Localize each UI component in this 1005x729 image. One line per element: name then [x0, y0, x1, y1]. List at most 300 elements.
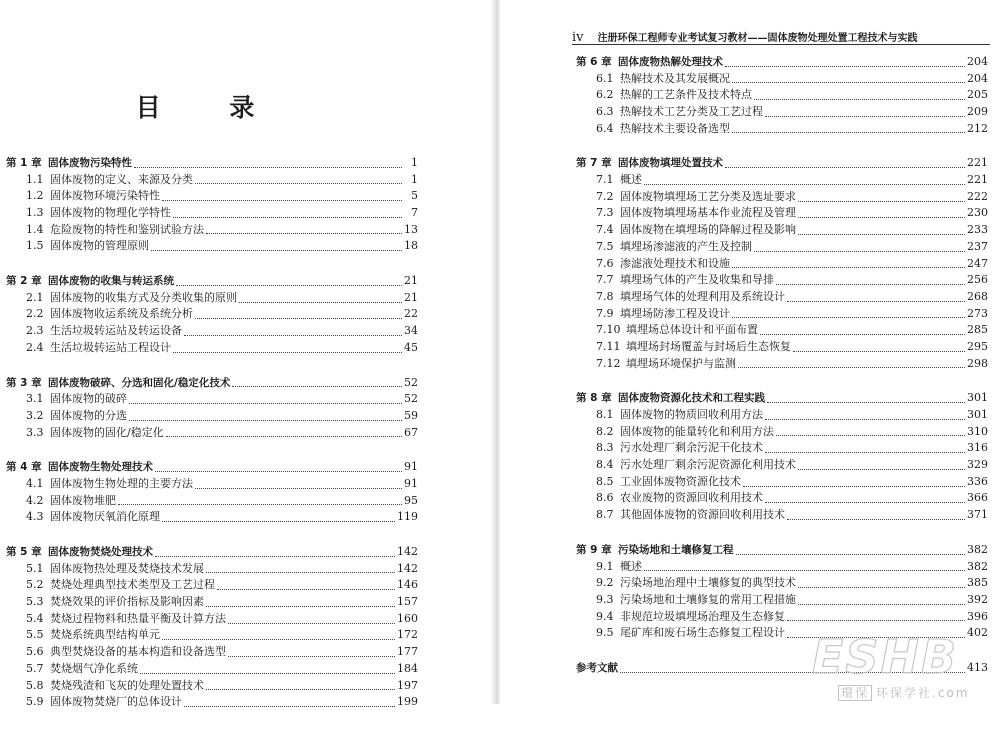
entry-page: 233 [967, 223, 988, 237]
entry-page: 13 [404, 222, 418, 236]
entry-title: 固体废物热处理及焚烧技术发展 [50, 561, 204, 575]
entry-number: 1.3 [26, 206, 44, 220]
entry-number: 9.4 [596, 609, 614, 623]
section-entry[interactable] [6, 493, 418, 510]
section-entry[interactable] [6, 611, 418, 628]
entry-number: 2.1 [26, 290, 44, 304]
chapter-entry[interactable] [6, 155, 418, 172]
entry-title: 固体废物的收集方式及分类收集的原则 [50, 290, 237, 304]
entry-page: 301 [967, 391, 988, 405]
watermark-letters: ESHB [812, 630, 959, 684]
dot-leader [736, 554, 966, 555]
dot-leader [140, 673, 395, 674]
dot-leader [206, 233, 402, 234]
entry-number: 2.3 [26, 324, 44, 338]
entry-title: 固体废物填埋场基本作业流程及管理 [620, 206, 796, 220]
entry-title: 污染场地和土壤修复工程 [618, 543, 734, 556]
section-entry[interactable] [576, 104, 988, 121]
chapter-block [6, 155, 418, 255]
entry-number: 第 9 章 [576, 543, 612, 556]
section-entry[interactable] [576, 206, 988, 223]
section-entry[interactable] [6, 290, 418, 307]
entry-number: 第 3 章 [6, 376, 42, 389]
chapter-block [6, 273, 418, 356]
section-entry[interactable] [576, 457, 988, 474]
entry-number: 1.2 [26, 189, 44, 203]
dot-leader [776, 284, 965, 285]
entry-title: 固体废物污染特性 [48, 156, 132, 169]
section-entry[interactable] [576, 289, 988, 306]
entry-title: 焚烧烟气净化系统 [50, 661, 138, 675]
entry-page: 396 [967, 609, 988, 623]
entry-number: 5.9 [26, 695, 44, 709]
entry-page: 142 [397, 545, 418, 559]
entry-page: 336 [967, 474, 988, 488]
entry-page: 247 [967, 256, 988, 270]
entry-number: 3.1 [26, 392, 44, 406]
section-entry[interactable] [6, 307, 418, 324]
entry-title: 焚烧处理典型技术类型及工艺过程 [50, 578, 215, 592]
section-entry[interactable] [576, 322, 988, 339]
toc-title: 目 录 [135, 93, 285, 122]
dot-leader [787, 301, 965, 302]
entry-number: 2.4 [26, 340, 44, 354]
entry-title: 固体废物破碎、分选和固化/稳定化技术 [48, 376, 231, 389]
entry-page: 221 [967, 173, 988, 187]
entry-title: 焚烧效果的评价指标及影响因素 [50, 595, 204, 609]
dot-leader [754, 251, 965, 252]
entry-page: 329 [967, 458, 988, 472]
entry-title: 污水处理厂剩余污泥干化技术 [620, 441, 763, 455]
section-entry[interactable] [576, 440, 988, 457]
entry-number: 7.1 [596, 173, 614, 187]
dot-leader [134, 167, 402, 168]
dot-leader [195, 318, 402, 319]
entry-title: 工业固体废物资源化技术 [620, 474, 741, 488]
section-entry[interactable] [576, 592, 988, 609]
dot-leader [760, 334, 965, 335]
entry-page: 91 [404, 476, 418, 490]
section-entry[interactable] [6, 391, 418, 408]
entry-title: 固体废物的能量转化和利用方法 [620, 424, 774, 438]
section-entry[interactable] [6, 644, 418, 661]
entry-page: 222 [967, 189, 988, 203]
entry-number: 7.4 [596, 223, 614, 237]
entry-number: 6.4 [596, 121, 614, 135]
entry-title: 其他固体废物的资源回收利用技术 [620, 508, 785, 522]
dot-leader [798, 217, 965, 218]
section-entry[interactable] [576, 121, 988, 138]
entry-title: 固体废物环境污染特性 [50, 189, 160, 203]
entry-title: 危险废物的特性和鉴别试验方法 [50, 222, 204, 236]
references-title: 参考文献 [576, 661, 618, 674]
entry-title: 概述 [620, 559, 642, 573]
entry-number: 2.2 [26, 307, 44, 321]
entry-number: 6.3 [596, 105, 614, 119]
entry-page: 172 [397, 628, 418, 642]
entry-number: 4.3 [26, 510, 44, 524]
section-entry[interactable] [6, 425, 418, 442]
entry-number: 第 8 章 [576, 392, 612, 405]
entry-number: 第 4 章 [6, 461, 42, 474]
dot-leader [732, 267, 965, 268]
entry-page: 298 [967, 356, 988, 370]
dot-leader [776, 435, 965, 436]
entry-title: 概述 [620, 173, 642, 187]
entry-page: 273 [967, 306, 988, 320]
section-entry[interactable] [576, 491, 988, 508]
entry-page: 160 [397, 611, 418, 625]
section-entry[interactable] [6, 188, 418, 205]
dot-leader [166, 436, 402, 437]
entry-page: 392 [967, 592, 988, 606]
chapter-block [576, 54, 988, 137]
entry-number: 5.1 [26, 561, 44, 575]
entry-title: 固体废物堆肥 [50, 493, 116, 507]
entry-number: 8.3 [596, 441, 614, 455]
entry-number: 8.2 [596, 424, 614, 438]
section-entry[interactable] [6, 678, 418, 695]
dot-leader [725, 66, 965, 67]
section-entry[interactable] [6, 238, 418, 255]
dot-leader [184, 706, 395, 707]
entry-title: 非规范垃圾填埋场治理及生态修复 [620, 609, 785, 623]
entry-page: 184 [397, 661, 418, 675]
entry-page: 22 [404, 307, 418, 321]
entry-title: 农业废物的资源回收利用技术 [620, 491, 763, 505]
chapter-entry[interactable] [6, 273, 418, 290]
dot-leader [162, 200, 402, 201]
dot-leader [644, 184, 965, 185]
references-page: 413 [967, 660, 988, 674]
section-entry[interactable] [576, 222, 988, 239]
dot-leader [787, 620, 965, 621]
entry-page: 285 [967, 323, 988, 337]
entry-number: 8.5 [596, 474, 614, 488]
entry-title: 固体废物热解处理技术 [618, 55, 723, 68]
dot-leader [765, 419, 965, 420]
entry-number: 7.12 [596, 356, 621, 370]
entry-title: 焚烧过程物料和热量平衡及计算方法 [50, 611, 226, 625]
entry-title: 污染场地和土壤修复的常用工程措施 [620, 592, 796, 606]
entry-title: 热解技术及其发展概况 [620, 71, 730, 85]
entry-title: 固体废物的固化/稳定化 [50, 425, 164, 439]
entry-title: 热解技术工艺分类及工艺过程 [620, 105, 763, 119]
chapter-entry[interactable] [576, 542, 988, 559]
section-entry[interactable] [576, 575, 988, 592]
right-page [500, 0, 1005, 704]
entry-page: 157 [397, 595, 418, 609]
dot-leader [206, 689, 395, 690]
left-chapter-list [6, 155, 418, 729]
section-entry[interactable] [576, 306, 988, 323]
entry-page: 230 [967, 206, 988, 220]
watermark-tag: 環保 [838, 685, 872, 701]
section-entry[interactable] [6, 661, 418, 678]
entry-number: 7.9 [596, 306, 614, 320]
dot-leader [787, 519, 965, 520]
section-entry[interactable] [576, 239, 988, 256]
entry-number: 7.3 [596, 206, 614, 220]
right-chapter-list [576, 54, 988, 677]
entry-title: 填埋场气体的处理利用及系统设计 [620, 289, 785, 303]
dot-leader [239, 302, 402, 303]
section-entry[interactable] [576, 87, 988, 104]
entry-title: 固体废物的分选 [50, 408, 127, 422]
entry-page: 221 [967, 156, 988, 170]
left-page [0, 0, 492, 709]
entry-page: 366 [967, 491, 988, 505]
watermark-site-text: 环保学社.com [876, 686, 970, 700]
section-entry[interactable] [576, 609, 988, 626]
entry-number: 6.1 [596, 71, 614, 85]
section-entry[interactable] [6, 577, 418, 594]
dot-leader [184, 335, 402, 336]
chapter-entry[interactable] [6, 375, 418, 392]
entry-page: 34 [404, 324, 418, 338]
section-entry[interactable] [6, 628, 418, 645]
section-entry[interactable] [576, 356, 988, 373]
entry-page: 268 [967, 289, 988, 303]
dot-leader [732, 132, 965, 133]
chapter-block [6, 375, 418, 442]
entry-number: 5.3 [26, 595, 44, 609]
entry-title: 固体废物的管理原则 [50, 239, 149, 253]
dot-leader [195, 488, 402, 489]
entry-page: 5 [411, 189, 418, 203]
entry-page: 237 [967, 239, 988, 253]
section-entry[interactable] [576, 272, 988, 289]
entry-page: 21 [404, 290, 418, 304]
dot-leader [765, 116, 965, 117]
dot-leader [228, 623, 395, 624]
entry-number: 9.2 [596, 576, 614, 590]
section-entry[interactable] [6, 323, 418, 340]
section-entry[interactable] [576, 172, 988, 189]
section-entry[interactable] [6, 476, 418, 493]
entry-title: 固体废物在填埋场的降解过程及影响 [620, 223, 796, 237]
chapter-entry[interactable] [576, 54, 988, 71]
entry-page: 204 [967, 54, 988, 68]
entry-page: 197 [397, 678, 418, 692]
section-entry[interactable] [6, 172, 418, 189]
section-entry[interactable] [6, 594, 418, 611]
entry-number: 第 6 章 [576, 55, 612, 68]
entry-number: 5.2 [26, 578, 44, 592]
entry-title: 填埋场气体的产生及收集和导排 [620, 273, 774, 287]
dot-leader [738, 367, 965, 368]
entry-title: 热解的工艺条件及技术特点 [620, 88, 752, 102]
entry-number: 8.1 [596, 408, 614, 422]
dot-leader [129, 420, 402, 421]
dot-leader [765, 502, 965, 503]
entry-page: 256 [967, 273, 988, 287]
entry-page: 402 [967, 626, 988, 640]
dot-leader [162, 639, 395, 640]
entry-title: 固体废物的定义、来源及分类 [50, 172, 193, 186]
section-entry[interactable] [576, 507, 988, 524]
entry-title: 污染场地治理中土壤修复的典型技术 [620, 576, 796, 590]
chapter-block [576, 155, 988, 372]
entry-page: 295 [967, 339, 988, 353]
dot-leader [176, 285, 402, 286]
page-number-roman: iv [572, 30, 584, 45]
entry-page: 52 [404, 392, 418, 406]
section-entry[interactable] [576, 559, 988, 576]
entry-number: 第 1 章 [6, 156, 42, 169]
entry-number: 5.8 [26, 678, 44, 692]
entry-page: 91 [404, 460, 418, 474]
entry-number: 7.5 [596, 239, 614, 253]
entry-number: 1.4 [26, 222, 44, 236]
dot-leader [793, 351, 965, 352]
section-entry[interactable] [6, 561, 418, 578]
entry-number: 5.5 [26, 628, 44, 642]
section-entry[interactable] [576, 407, 988, 424]
entry-page: 59 [404, 408, 418, 422]
entry-number: 5.6 [26, 645, 44, 659]
entry-page: 371 [967, 508, 988, 522]
entry-title: 典型焚烧设备的基本构造和设备选型 [50, 645, 226, 659]
chapter-block [576, 390, 988, 524]
entry-number: 9.5 [596, 626, 614, 640]
entry-number: 4.1 [26, 476, 44, 490]
entry-page: 52 [404, 375, 418, 389]
entry-number: 4.2 [26, 493, 44, 507]
section-entry[interactable] [6, 408, 418, 425]
entry-title: 固体废物的物质回收利用方法 [620, 408, 763, 422]
section-entry[interactable] [6, 340, 418, 357]
section-entry[interactable] [576, 71, 988, 88]
entry-page: 301 [967, 408, 988, 422]
chapter-entry[interactable] [6, 544, 418, 561]
entry-page: 385 [967, 576, 988, 590]
entry-number: 第 2 章 [6, 275, 42, 288]
entry-title: 焚烧残渣和飞灰的处理处置技术 [50, 678, 204, 692]
dot-leader [798, 234, 965, 235]
entry-page: 67 [404, 425, 418, 439]
entry-number: 5.7 [26, 661, 44, 675]
entry-page: 1 [411, 172, 418, 186]
entry-page: 205 [967, 88, 988, 102]
dot-leader [743, 486, 965, 487]
entry-page: 199 [397, 695, 418, 709]
dot-leader [129, 403, 402, 404]
entry-title: 固体废物生物处理技术 [48, 461, 153, 474]
section-entry[interactable] [6, 694, 418, 711]
entry-page: 382 [967, 542, 988, 556]
chapter-entry[interactable] [6, 459, 418, 476]
dot-leader [754, 99, 965, 100]
entry-number: 1.1 [26, 172, 44, 186]
dot-leader [798, 469, 965, 470]
entry-page: 7 [411, 206, 418, 220]
entry-number: 7.8 [596, 289, 614, 303]
dot-leader [173, 352, 402, 353]
section-entry[interactable] [6, 509, 418, 526]
dot-leader [765, 452, 965, 453]
entry-title: 填埋场渗滤液的产生及控制 [620, 239, 752, 253]
entry-page: 142 [397, 561, 418, 575]
chapter-entry[interactable] [576, 390, 988, 407]
running-header-text: 注册环保工程师专业考试复习教材——固体废物处理处置工程技术与实践 [597, 33, 918, 44]
entry-number: 9.3 [596, 592, 614, 606]
entry-page: 21 [404, 274, 418, 288]
dot-leader [206, 572, 395, 573]
dot-leader [732, 82, 965, 83]
dot-leader [151, 250, 402, 251]
entry-title: 热解技术主要设备选型 [620, 121, 730, 135]
entry-title: 固体废物填埋处置技术 [618, 157, 723, 170]
watermark-logo [812, 630, 1002, 702]
entry-page: 146 [397, 578, 418, 592]
dot-leader [228, 656, 395, 657]
dot-leader [118, 504, 402, 505]
section-entry[interactable] [6, 222, 418, 239]
dot-leader [798, 604, 965, 605]
section-entry[interactable] [6, 205, 418, 222]
watermark-site [838, 684, 969, 701]
dot-leader [798, 587, 965, 588]
entry-page: 209 [967, 105, 988, 119]
section-entry[interactable] [576, 256, 988, 273]
dot-leader [195, 183, 402, 184]
entry-number: 5.4 [26, 611, 44, 625]
chapter-entry[interactable] [576, 155, 988, 172]
dot-leader [217, 589, 395, 590]
entry-number: 7.2 [596, 189, 614, 203]
dot-leader [162, 521, 395, 522]
entry-number: 6.2 [596, 88, 614, 102]
section-entry[interactable] [576, 339, 988, 356]
entry-number: 7.11 [596, 339, 621, 353]
entry-number: 3.2 [26, 408, 44, 422]
section-entry[interactable] [576, 424, 988, 441]
section-entry[interactable] [576, 474, 988, 491]
entry-title: 固体废物厌氧消化原理 [50, 510, 160, 524]
dot-leader [232, 386, 402, 387]
entry-number: 1.5 [26, 239, 44, 253]
entry-number: 7.6 [596, 256, 614, 270]
section-entry[interactable] [576, 189, 988, 206]
entry-page: 212 [967, 121, 988, 135]
entry-page: 119 [397, 510, 418, 524]
chapter-block [6, 459, 418, 526]
entry-page: 204 [967, 71, 988, 85]
entry-number: 8.6 [596, 491, 614, 505]
dot-leader [155, 556, 395, 557]
entry-title: 固体废物填埋场工艺分类及选址要求 [620, 189, 796, 203]
entry-page: 310 [967, 424, 988, 438]
entry-title: 固体废物的破碎 [50, 392, 127, 406]
dot-leader [732, 317, 965, 318]
entry-page: 45 [404, 340, 418, 354]
entry-number: 7.7 [596, 273, 614, 287]
entry-number: 8.7 [596, 508, 614, 522]
entry-page: 1 [411, 155, 418, 169]
dot-leader [725, 167, 965, 168]
entry-title: 生活垃圾转运站及转运设备 [50, 324, 182, 338]
entry-number: 第 7 章 [576, 157, 612, 170]
entry-number: 9.1 [596, 559, 614, 573]
entry-title: 填埋场封场覆盖与封场后生态恢复 [626, 339, 791, 353]
dot-leader [206, 606, 395, 607]
entry-title: 渗滤液处理技术和设施 [620, 256, 730, 270]
entry-page: 18 [404, 239, 418, 253]
entry-title: 固体废物焚烧厂的总体设计 [50, 695, 182, 709]
entry-title: 污水处理厂剩余污泥资源化利用技术 [620, 458, 796, 472]
entry-title: 填埋场防渗工程及设计 [620, 306, 730, 320]
